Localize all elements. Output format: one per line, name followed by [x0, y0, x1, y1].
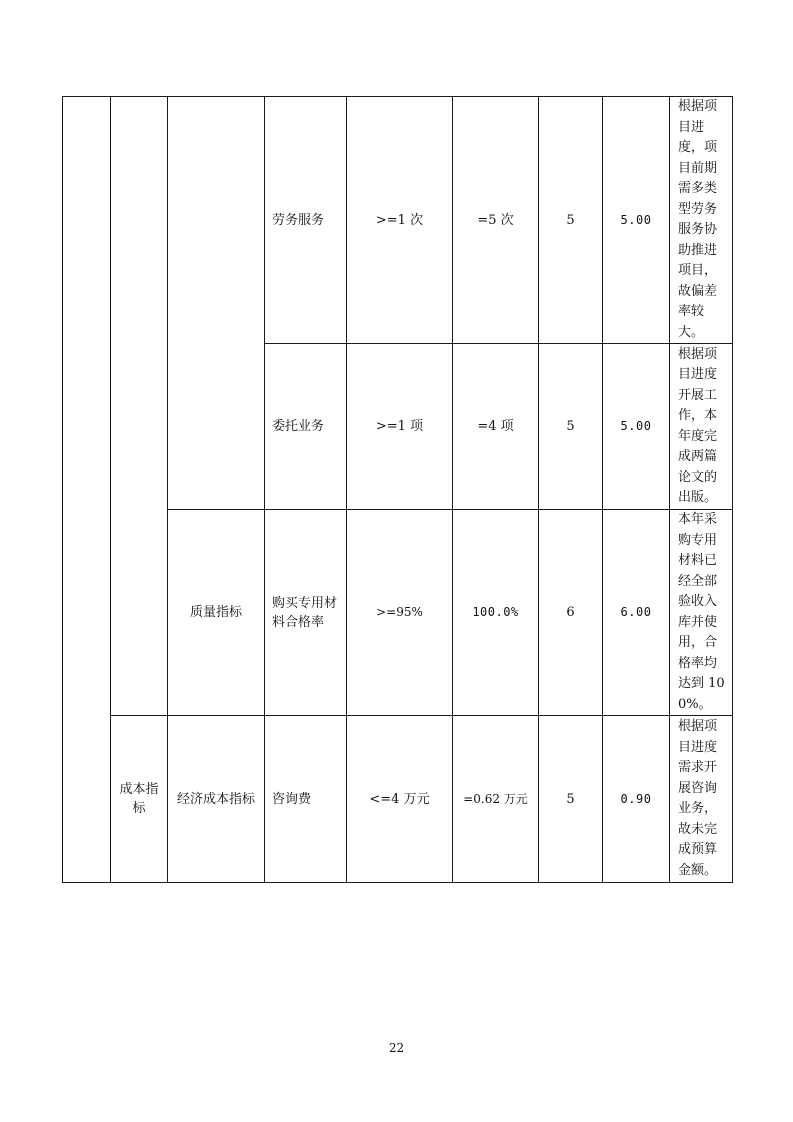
- indicator-name-cell: 委托业务: [265, 344, 347, 510]
- target-value-cell: >=95%: [347, 510, 453, 716]
- level3-cell: 经济成本指标: [168, 716, 265, 883]
- level1-cell: [63, 97, 111, 883]
- table-row: [63, 97, 733, 344]
- level2-cell: [111, 97, 168, 716]
- level3-cell: 质量指标: [168, 510, 265, 716]
- level2-cell: 成本指标: [111, 716, 168, 883]
- weight-cell: 5: [539, 344, 603, 510]
- indicator-name-cell: 劳务服务: [265, 97, 347, 344]
- table-row: [63, 716, 733, 883]
- actual-value-cell: =0.62 万元: [453, 716, 539, 883]
- actual-value-cell: =5 次: [453, 97, 539, 344]
- weight-cell: 6: [539, 510, 603, 716]
- target-value-cell: >=1 项: [347, 344, 453, 510]
- indicator-name-cell: 购买专用材料合格率: [265, 510, 347, 716]
- deviation-note-cell: 本年采购专用材料已经全部验收入库并使用，合格率均达到 100%。: [670, 510, 733, 716]
- deviation-note-cell: 根据项目进度，项目前期需多类型劳务服务协助推进项目，故偏差率较大。: [670, 97, 733, 344]
- weight-cell: 5: [539, 716, 603, 883]
- deviation-note-cell: 根据项目进度开展工作，本年度完成两篇论文的出版。: [670, 344, 733, 510]
- performance-indicator-table: [62, 96, 733, 883]
- page-number: 22: [388, 1041, 405, 1055]
- target-value-cell: <=4 万元: [347, 716, 453, 883]
- weight-cell: 5: [539, 97, 603, 344]
- score-cell: 5.00: [603, 97, 670, 344]
- target-value-cell: >=1 次: [347, 97, 453, 344]
- score-cell: 0.90: [603, 716, 670, 883]
- score-cell: 5.00: [603, 344, 670, 510]
- deviation-note-cell: 根据项目进度需求开展咨询业务，故未完成预算金额。: [670, 716, 733, 883]
- score-cell: 6.00: [603, 510, 670, 716]
- actual-value-cell: =4 项: [453, 344, 539, 510]
- level3-cell: [168, 97, 265, 510]
- actual-value-cell: 100.0%: [453, 510, 539, 716]
- indicator-name-cell: 咨询费: [265, 716, 347, 883]
